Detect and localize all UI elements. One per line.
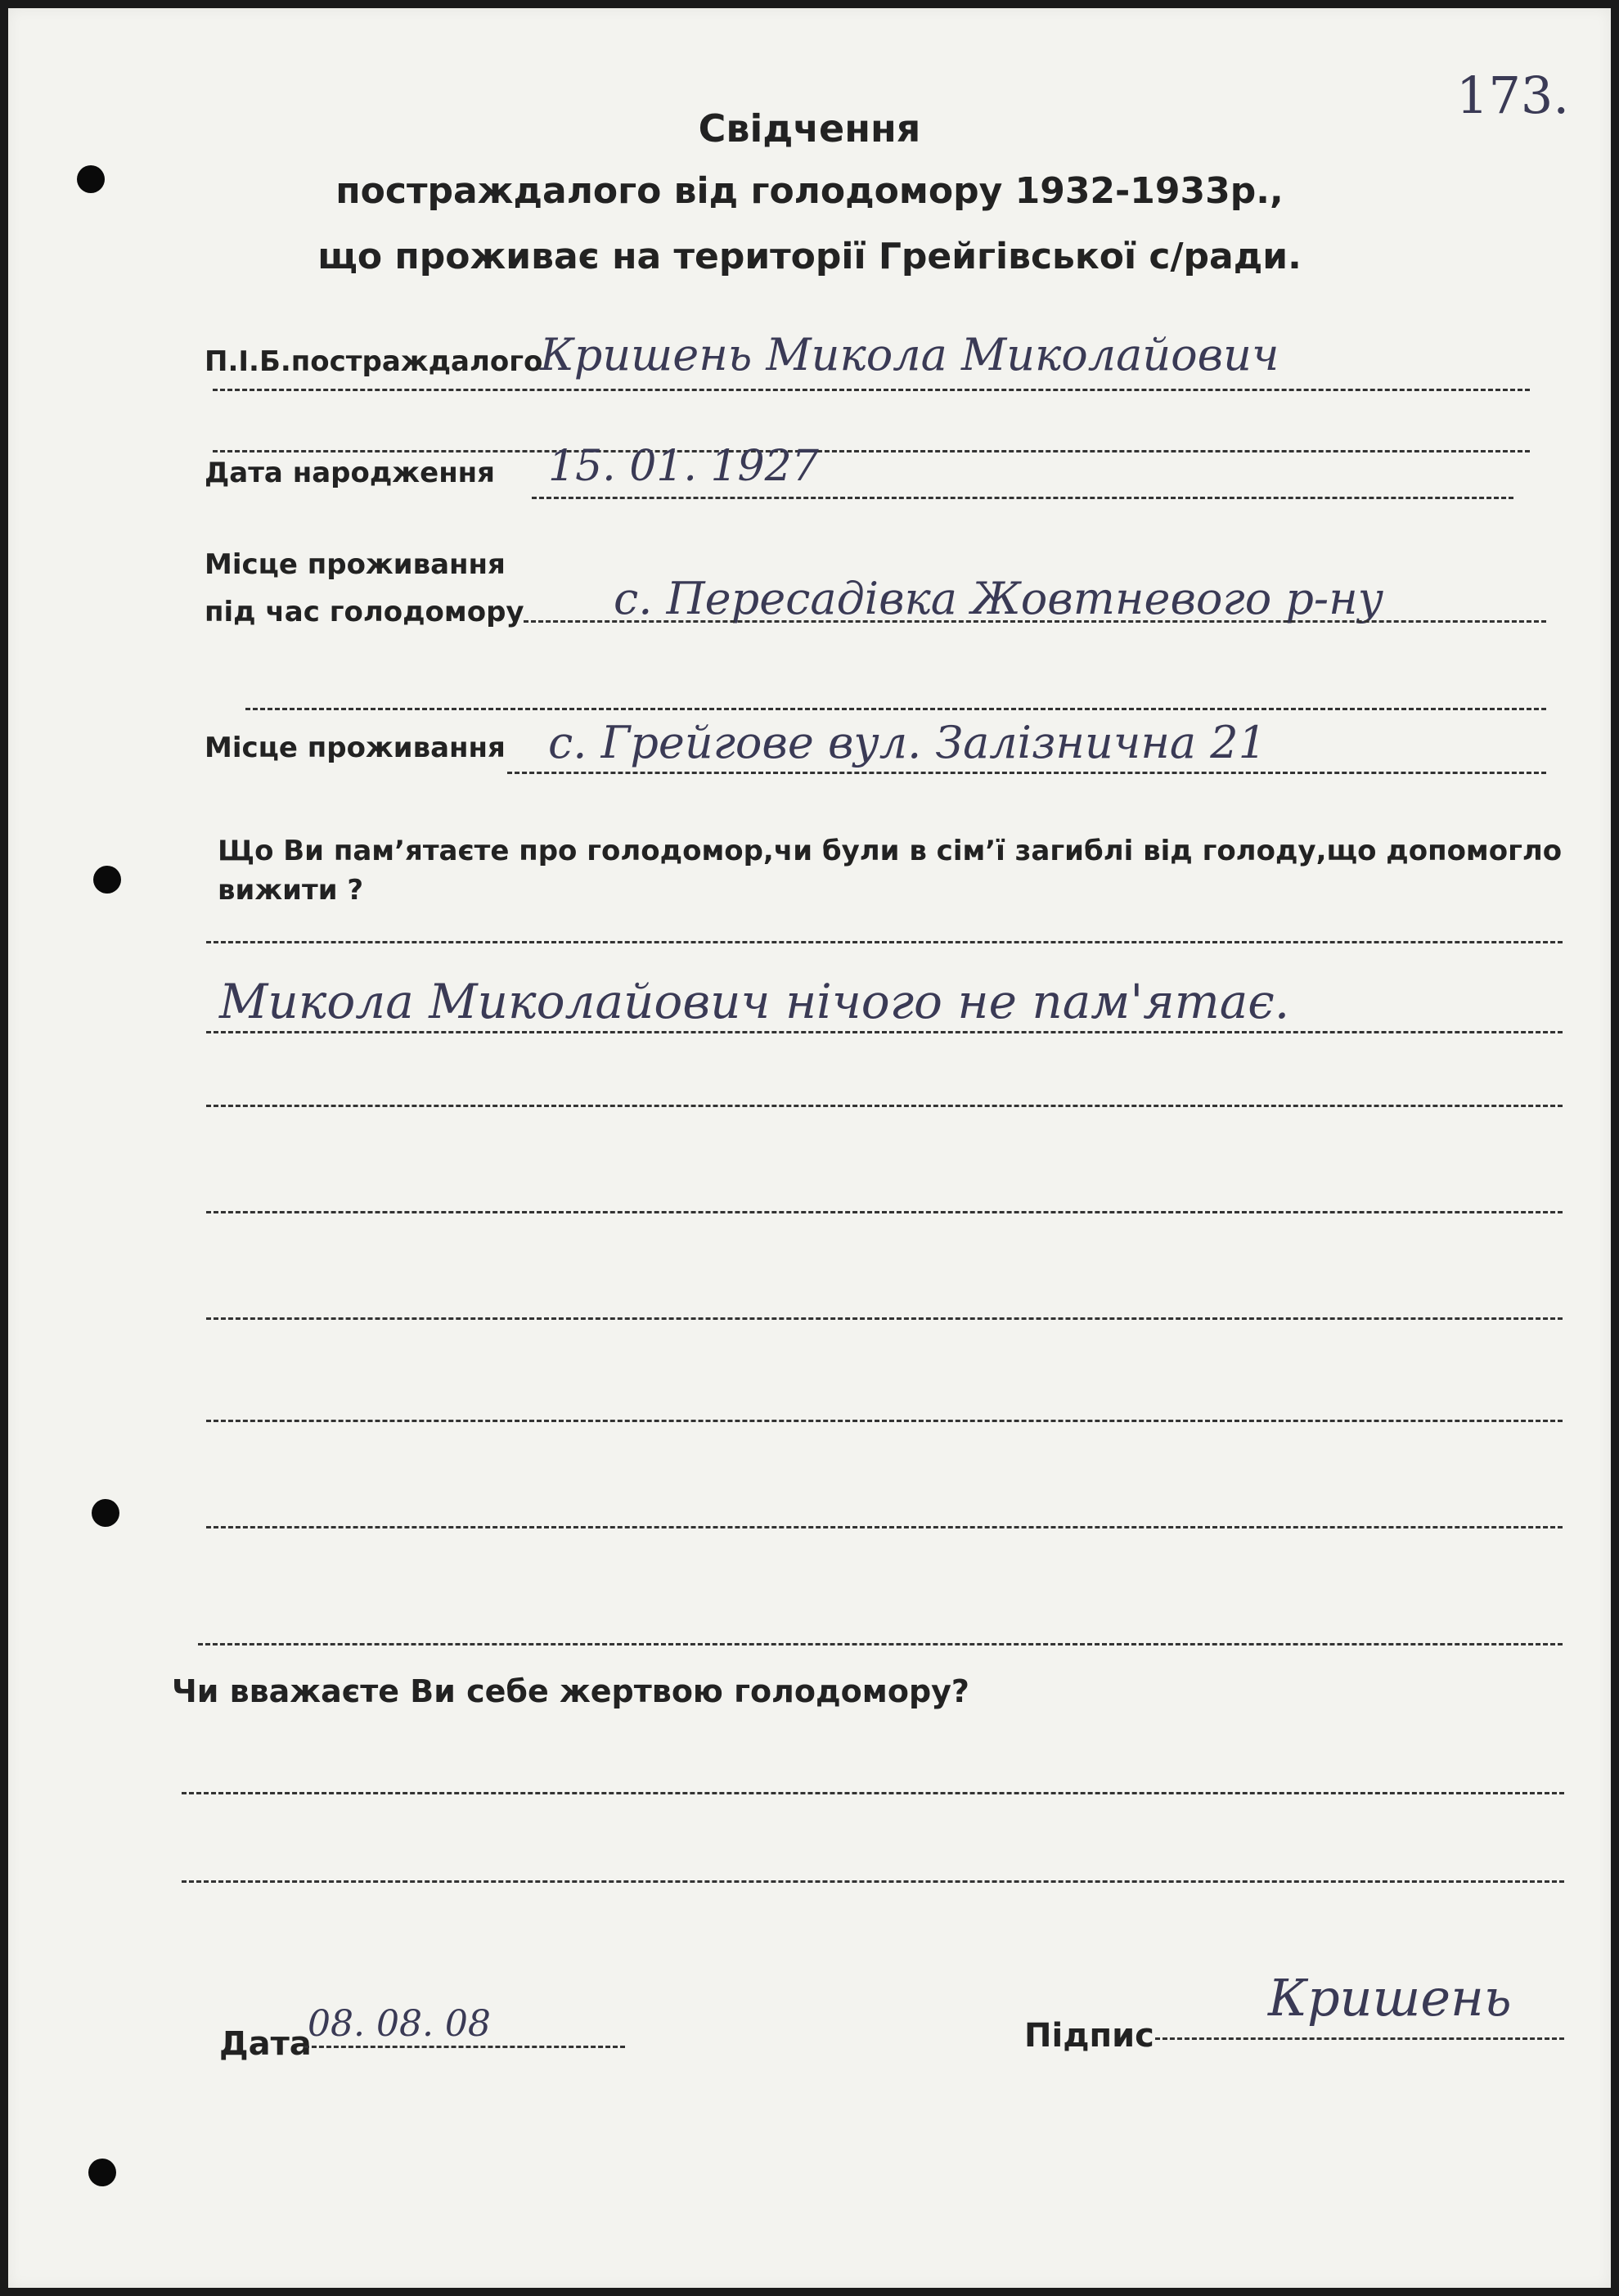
answer-line bbox=[206, 1526, 1563, 1528]
residence-during-label-2: під час голодомору bbox=[205, 596, 524, 628]
answer-line bbox=[206, 941, 1563, 943]
answer-line bbox=[198, 1643, 1563, 1645]
signature: Кришень bbox=[1268, 1968, 1512, 2028]
answer-line bbox=[206, 1105, 1563, 1107]
punch-hole bbox=[92, 1499, 119, 1527]
residence-during-label: Місце проживання bbox=[205, 548, 506, 581]
residence-during-underline bbox=[524, 620, 1546, 623]
name-underline bbox=[213, 389, 1530, 391]
question1-text: Що Ви пам’ятаєте про голодомор,чи були в сім’ї загиблі від голоду,що допомогло bbox=[218, 835, 1563, 867]
page-title: Свідчення bbox=[698, 106, 921, 151]
answer-line bbox=[206, 1317, 1563, 1320]
residence-label: Місце проживання bbox=[205, 732, 506, 764]
residence-value: с. Грейгове вул. Залізнична 21 bbox=[548, 717, 1266, 768]
birth-value: 15. 01. 1927 bbox=[548, 442, 819, 491]
answer-line bbox=[206, 1031, 1563, 1033]
archive-number: 173. bbox=[1456, 65, 1570, 125]
residence-underline bbox=[507, 772, 1546, 774]
signature-label: Підпис bbox=[1024, 2017, 1154, 2055]
birth-label: Дата народження bbox=[205, 457, 496, 489]
punch-hole bbox=[93, 866, 121, 894]
document-page bbox=[8, 8, 1611, 2288]
subtitle-line1: постраждалого від голодомору 1932-1933р., bbox=[335, 170, 1284, 212]
date-label: Дата bbox=[219, 2025, 312, 2063]
signature-underline bbox=[1155, 2037, 1564, 2040]
question2-text: Чи вважаєте Ви себе жертвою голодомору? bbox=[172, 1673, 969, 1709]
date-value: 08. 08. 08 bbox=[308, 2003, 491, 2045]
question1-text-2: вижити ? bbox=[218, 874, 364, 907]
date-underline bbox=[304, 2046, 625, 2048]
answer-line bbox=[206, 1211, 1563, 1213]
name-label: П.І.Б.постраждалого bbox=[205, 345, 543, 378]
answer-line bbox=[182, 1880, 1564, 1883]
birth-underline bbox=[532, 497, 1513, 499]
punch-hole bbox=[88, 2159, 116, 2186]
question1-answer: Микола Миколайович нічого не пам'ятає. bbox=[219, 974, 1290, 1029]
residence-during-underline-2 bbox=[245, 708, 1546, 710]
answer-line bbox=[182, 1792, 1564, 1794]
residence-during-value: с. Пересадівка Жовтневого р-ну bbox=[614, 573, 1384, 624]
answer-line bbox=[206, 1420, 1563, 1422]
name-underline-2 bbox=[213, 450, 1530, 452]
name-value: Кришень Микола Миколайович bbox=[540, 329, 1279, 380]
subtitle-line2: що проживає на території Грейгівської с/ради. bbox=[317, 236, 1302, 277]
